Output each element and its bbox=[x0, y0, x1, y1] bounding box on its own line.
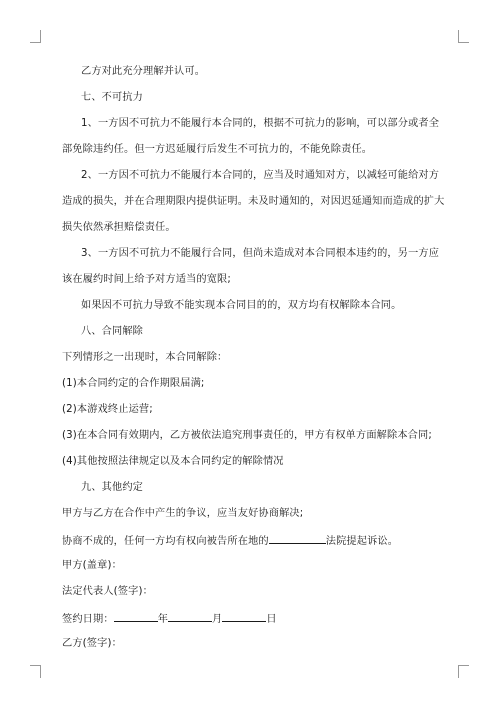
paragraph-p6 bbox=[62, 325, 447, 338]
paragraph-p2 bbox=[62, 117, 447, 156]
sign-date bbox=[62, 611, 447, 624]
paragraph-p0 bbox=[62, 65, 447, 78]
court-location-blank[interactable] bbox=[269, 533, 326, 544]
paragraph-p4 bbox=[62, 247, 447, 286]
paragraph-line: 甲方与乙方在合作中产生的争议，应当友好协商解决; bbox=[62, 508, 304, 519]
paragraph-line: 该在履约时间上给予对方适当的宽限; bbox=[62, 274, 231, 285]
paragraph-p12 bbox=[62, 481, 447, 494]
crop-mark-top-right bbox=[458, 30, 469, 43]
paragraph-line: (3)在本合同有效期内，乙方被依法追究刑事责任的，甲方有权单方面解除本合同; bbox=[62, 430, 432, 441]
year-label: 年 bbox=[157, 614, 169, 625]
court-clause-end: 法院提起诉讼。 bbox=[325, 536, 399, 547]
paragraph-line: 乙方对此充分理解并认可。 bbox=[81, 66, 206, 77]
crop-mark-top-left bbox=[30, 30, 41, 43]
paragraph-p11 bbox=[62, 455, 447, 468]
party-a-seal-label: 甲方(盖章)： bbox=[62, 560, 122, 571]
court-clause bbox=[62, 533, 447, 546]
paragraph-p13 bbox=[62, 507, 447, 520]
paragraph-p5 bbox=[62, 299, 447, 312]
document-body bbox=[62, 65, 447, 650]
paragraph-line: 1、一方因不可抗力不能履行本合同的，根据不可抗力的影响，可以部分或者全 bbox=[81, 118, 440, 129]
court-clause-text: 协商不成的，任何一方均有权向被告所在地的 bbox=[62, 536, 269, 547]
paragraph-line: 八、合同解除 bbox=[81, 326, 144, 337]
sign-date-label: 签约日期： bbox=[62, 614, 114, 625]
paragraph-p1 bbox=[62, 91, 447, 104]
paragraph-line: (1)本合同约定的合作期限届满; bbox=[62, 378, 205, 389]
day-blank[interactable] bbox=[222, 611, 266, 622]
paragraph-line: 损失依然承担赔偿责任。 bbox=[62, 222, 176, 233]
paragraph-line: (2)本游戏终止运营; bbox=[62, 404, 153, 415]
paragraph-p3 bbox=[62, 169, 447, 234]
paragraph-line: 如果因不可抗力导致不能实现本合同目的的，双方均有权解除本合同。 bbox=[81, 300, 402, 311]
month-blank[interactable] bbox=[168, 611, 212, 622]
paragraph-p9 bbox=[62, 403, 447, 416]
paragraph-line: 3、一方因不可抗力不能履行合同，但尚未造成对本合同根本违约的，另一方应 bbox=[81, 248, 440, 259]
month-label: 月 bbox=[212, 614, 223, 625]
paragraph-p7 bbox=[62, 351, 447, 364]
legal-representative-label: 法定代表人(签字)： bbox=[62, 586, 153, 597]
paragraph-line: 七、不可抗力 bbox=[81, 92, 144, 103]
party-b-sign-label: 乙方(签字)： bbox=[62, 638, 122, 649]
day-label: 日 bbox=[266, 614, 277, 625]
paragraph-line: 造成的损失，并在合理期限内提供证明。未及时通知的，对因迟延通知而造成的扩大 bbox=[62, 196, 445, 207]
year-blank[interactable] bbox=[114, 611, 158, 622]
paragraph-p10 bbox=[62, 429, 447, 442]
paragraph-line: 部免除违约任。但一方迟延履行后发生不可抗力的，不能免除责任。 bbox=[62, 144, 373, 155]
paragraph-line: 九、其他约定 bbox=[81, 482, 144, 493]
paragraph-line: 下列情形之一出现时，本合同解除： bbox=[62, 352, 228, 363]
crop-mark-bottom-right bbox=[458, 665, 469, 678]
paragraph-p8 bbox=[62, 377, 447, 390]
crop-mark-bottom-left bbox=[30, 665, 41, 678]
paragraph-line: 2、一方因不可抗力不能履行本合同的，应当及时通知对方，以减轻可能给对方 bbox=[81, 170, 440, 181]
paragraph-line: (4)其他按照法律规定以及本合同约定的解除情况 bbox=[62, 456, 284, 467]
contract-paragraphs bbox=[62, 65, 447, 520]
